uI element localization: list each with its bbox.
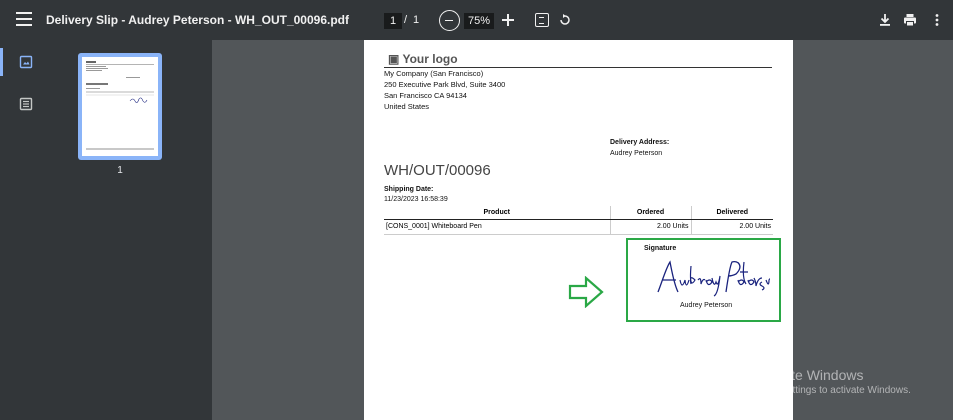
logo-text: Your logo	[402, 52, 458, 66]
camera-icon: ▣	[388, 52, 400, 66]
zoom-level-input[interactable]: 75%	[464, 13, 494, 29]
table-row	[384, 219, 773, 234]
arrow-right-icon	[568, 276, 604, 308]
delivery-address-name: Audrey Peterson	[610, 150, 663, 157]
company-city: San Francisco CA 94134	[384, 91, 467, 100]
thumbnails-icon[interactable]	[19, 55, 33, 69]
cell-product: [CONS_0001] Whiteboard Pen	[384, 219, 610, 234]
outline-icon[interactable]	[19, 97, 33, 111]
product-table	[384, 206, 773, 235]
column-ordered: Ordered	[610, 206, 691, 219]
column-product: Product	[384, 206, 610, 219]
print-icon[interactable]	[903, 13, 917, 27]
download-icon[interactable]	[878, 13, 892, 27]
thumbnail-sidebar	[0, 40, 212, 420]
thumbnail-page-number: 1	[117, 165, 123, 176]
column-delivered: Delivered	[691, 206, 773, 219]
shipping-date-label: Shipping Date:	[384, 186, 434, 193]
watermark-line-2: Go to Settings to activate Windows.	[753, 385, 911, 396]
signature-name: Audrey Peterson	[680, 302, 733, 309]
thumbnail-miniature	[82, 57, 158, 156]
zoom-in-icon[interactable]	[501, 13, 515, 27]
handwritten-signature	[654, 258, 770, 300]
pdf-page	[364, 40, 793, 420]
zoom-out-icon[interactable]	[439, 10, 460, 31]
shipping-date-value: 11/23/2023 16:58:39	[384, 196, 448, 203]
document-reference: WH/OUT/00096	[384, 162, 491, 179]
company-logo	[388, 52, 458, 66]
fit-page-icon[interactable]	[535, 13, 549, 27]
page-number-input[interactable]: 1	[384, 13, 402, 29]
company-street: 250 Executive Park Blvd, Suite 3400	[384, 80, 506, 89]
page-thumbnail[interactable]	[78, 53, 162, 160]
company-country: United States	[384, 102, 430, 111]
document-title: Delivery Slip - Audrey Peterson - WH_OUT_00096.pdf	[46, 13, 349, 27]
menu-icon[interactable]	[16, 12, 32, 28]
watermark-line-1: Activate Windows	[753, 367, 864, 383]
delivery-address-label: Delivery Address:	[610, 139, 670, 146]
thumbnail-preview	[82, 57, 158, 156]
signature-label: Signature	[644, 245, 677, 252]
total-pages: 1	[413, 14, 420, 26]
pdf-toolbar	[0, 0, 953, 40]
active-indicator	[0, 48, 3, 76]
signature-highlight-box	[626, 238, 781, 322]
company-name: My Company (San Francisco)	[384, 69, 484, 78]
rotate-icon[interactable]	[558, 13, 572, 27]
page-separator: /	[404, 14, 408, 26]
cell-delivered: 2.00 Units	[691, 219, 773, 234]
more-vert-icon[interactable]	[930, 13, 944, 27]
cell-ordered: 2.00 Units	[610, 219, 691, 234]
windows-activation-watermark	[753, 367, 911, 396]
header-divider	[384, 67, 772, 68]
table-header-row	[384, 206, 773, 219]
